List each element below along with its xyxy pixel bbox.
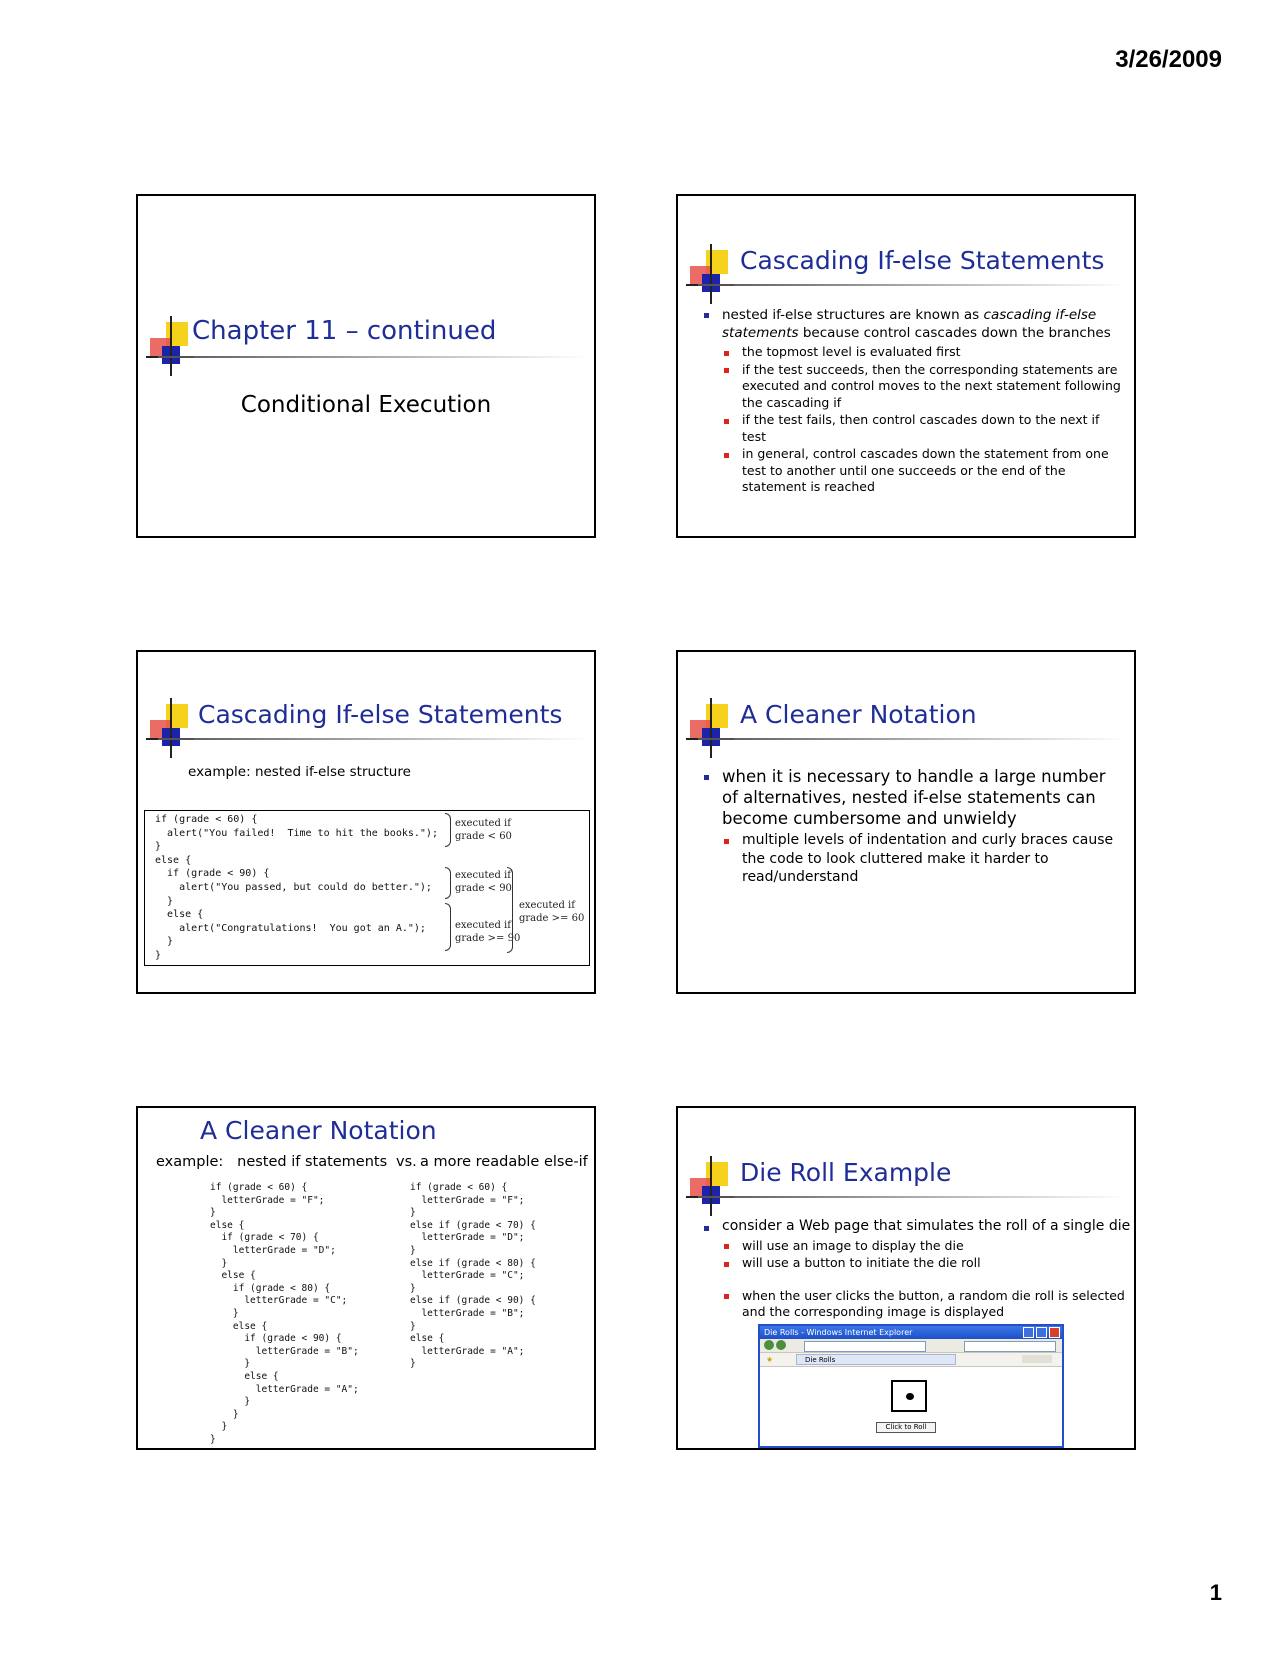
slide-logo-icon: [146, 698, 194, 758]
annotation: executed if grade >= 60: [519, 900, 585, 924]
annotation: executed if grade < 60: [455, 818, 512, 842]
bullet-item: nested if-else structures are known as cascading if-else statements because control cascades down the branches the topmost level is evaluated first if the test succeeds, then the corresponding statements are executed and control moves to the next statement following the cascading if if the test fails, then control cascades down to the next if test in general, control cascades down the statement from one test to another until one succeeds or the end of the statement is reached: [702, 306, 1122, 496]
annotation: executed if grade < 90: [455, 870, 512, 894]
slide-title: A Cleaner Notation: [200, 1116, 437, 1145]
brace-icon: [507, 867, 513, 953]
title-rule: [158, 356, 588, 358]
slide-title: Cascading If-else Statements: [740, 246, 1105, 275]
slide-title: A Cleaner Notation: [740, 700, 977, 729]
page-number: 1: [1209, 1580, 1222, 1605]
brace-icon: [445, 867, 451, 899]
title-rule: [698, 284, 1128, 286]
browser-titlebar: [760, 1326, 1062, 1339]
bullet-item: when it is necessary to handle a large number of alternatives, nested if-else statements can become cumbersome and unwieldy multiple levels of indentation and curly braces cause the code to look cluttered make it harder to read/understand: [702, 766, 1122, 887]
caption-vs: vs.: [396, 1154, 417, 1170]
browser-screenshot: [758, 1324, 1064, 1448]
slide-title: Cascading If-else Statements: [198, 700, 563, 729]
sub-bullet-item: if the test fails, then control cascades down to the next if test: [722, 412, 1122, 445]
search-box: [964, 1341, 1056, 1352]
page-date: 3/26/2009: [1115, 46, 1222, 73]
roll-button: Click to Roll: [876, 1422, 936, 1433]
title-rule: [698, 738, 1128, 740]
brace-icon: [445, 813, 451, 847]
maximize-icon: [1036, 1327, 1047, 1338]
code-block-nested: if (grade < 60) { letterGrade = "F"; } else { if (grade < 70) { letterGrade = "D"; } else { if (grade < 80) { letterGrade = "C"; } else { if (grade < 90) { letterGrade = "B"; } else { letterGrade = "A"; } } } }: [210, 1182, 359, 1445]
bullet-item: consider a Web page that simulates the roll of a single die will use an image to display the die will use a button to initiate the die roll when the user clicks the button, a random die roll is selected and the corresponding image is displayed: [702, 1218, 1134, 1321]
slide-3: [136, 650, 596, 994]
slide-5: [136, 1106, 596, 1450]
caption-right: a more readable else-if: [420, 1154, 588, 1170]
browser-toolbar: [760, 1339, 1062, 1353]
die-pip: [906, 1393, 914, 1400]
slide-6: [676, 1106, 1136, 1450]
sub-bullet-item: in general, control cascades down the statement from one test to another until one succeeds or the end of the statement is reached: [722, 446, 1122, 496]
caption-left: example: nested if statements: [156, 1154, 388, 1170]
sub-bullet-item: multiple levels of indentation and curly braces cause the code to look cluttered make it harder to read/understand: [722, 831, 1122, 887]
bullet-list: [702, 766, 1122, 889]
bullet-list: [702, 1218, 1134, 1323]
brace-icon: [445, 903, 451, 951]
slide-2: [676, 194, 1136, 538]
sub-bullet-item: if the test succeeds, then the corresponding statements are executed and control moves to the next statement following the cascading if: [722, 362, 1122, 412]
slide-logo-icon: [686, 1156, 734, 1216]
slide-1: [136, 194, 596, 538]
slide-logo-icon: [686, 698, 734, 758]
slide-caption: example: nested if-else structure: [188, 764, 411, 780]
code-block-else-if: if (grade < 60) { letterGrade = "F"; } else if (grade < 70) { letterGrade = "D"; } else if (grade < 80) { letterGrade = "C"; } else if (grade < 90) { letterGrade = "B"; } else { letterGrade = "A"; }: [410, 1182, 536, 1370]
sub-bullet-item: will use a button to initiate the die roll: [722, 1255, 1134, 1272]
sub-bullet-item: will use an image to display the die: [722, 1238, 1134, 1255]
slide-title: Chapter 11 – continued: [192, 316, 497, 346]
slide-logo-icon: [686, 244, 734, 304]
slide-subtitle: Conditional Execution: [240, 392, 492, 418]
back-icon: [764, 1340, 774, 1350]
title-rule: [158, 738, 588, 740]
minimize-icon: [1023, 1327, 1034, 1338]
annotation: executed if grade >= 90: [455, 920, 521, 944]
close-icon: [1049, 1327, 1060, 1338]
slide-logo-icon: [146, 316, 194, 376]
browser-tabbar: [760, 1353, 1062, 1367]
code-box: [144, 810, 590, 966]
favorites-star-icon: ★: [766, 1355, 774, 1364]
title-rule: [698, 1196, 1128, 1198]
bullet-list: [702, 306, 1122, 498]
sub-bullet-item: when the user clicks the button, a random die roll is selected and the corresponding image is displayed: [722, 1288, 1134, 1321]
die-image: [891, 1380, 927, 1412]
sub-bullet-item: the topmost level is evaluated first: [722, 344, 1122, 361]
forward-icon: [776, 1340, 786, 1350]
slide-title: Die Roll Example: [740, 1158, 952, 1187]
home-icon: [1022, 1355, 1052, 1363]
browser-tab: Die Rolls: [796, 1354, 956, 1365]
browser-title: Die Rolls - Windows Internet Explorer: [764, 1328, 913, 1337]
code-block: if (grade < 60) { alert("You failed! Time to hit the books."); } else { if (grade < 90) { alert("You passed, but could do better."); } else { alert("Congratulations! You got an A."); } }: [155, 814, 438, 961]
slide-4: [676, 650, 1136, 994]
address-bar: [804, 1341, 926, 1352]
